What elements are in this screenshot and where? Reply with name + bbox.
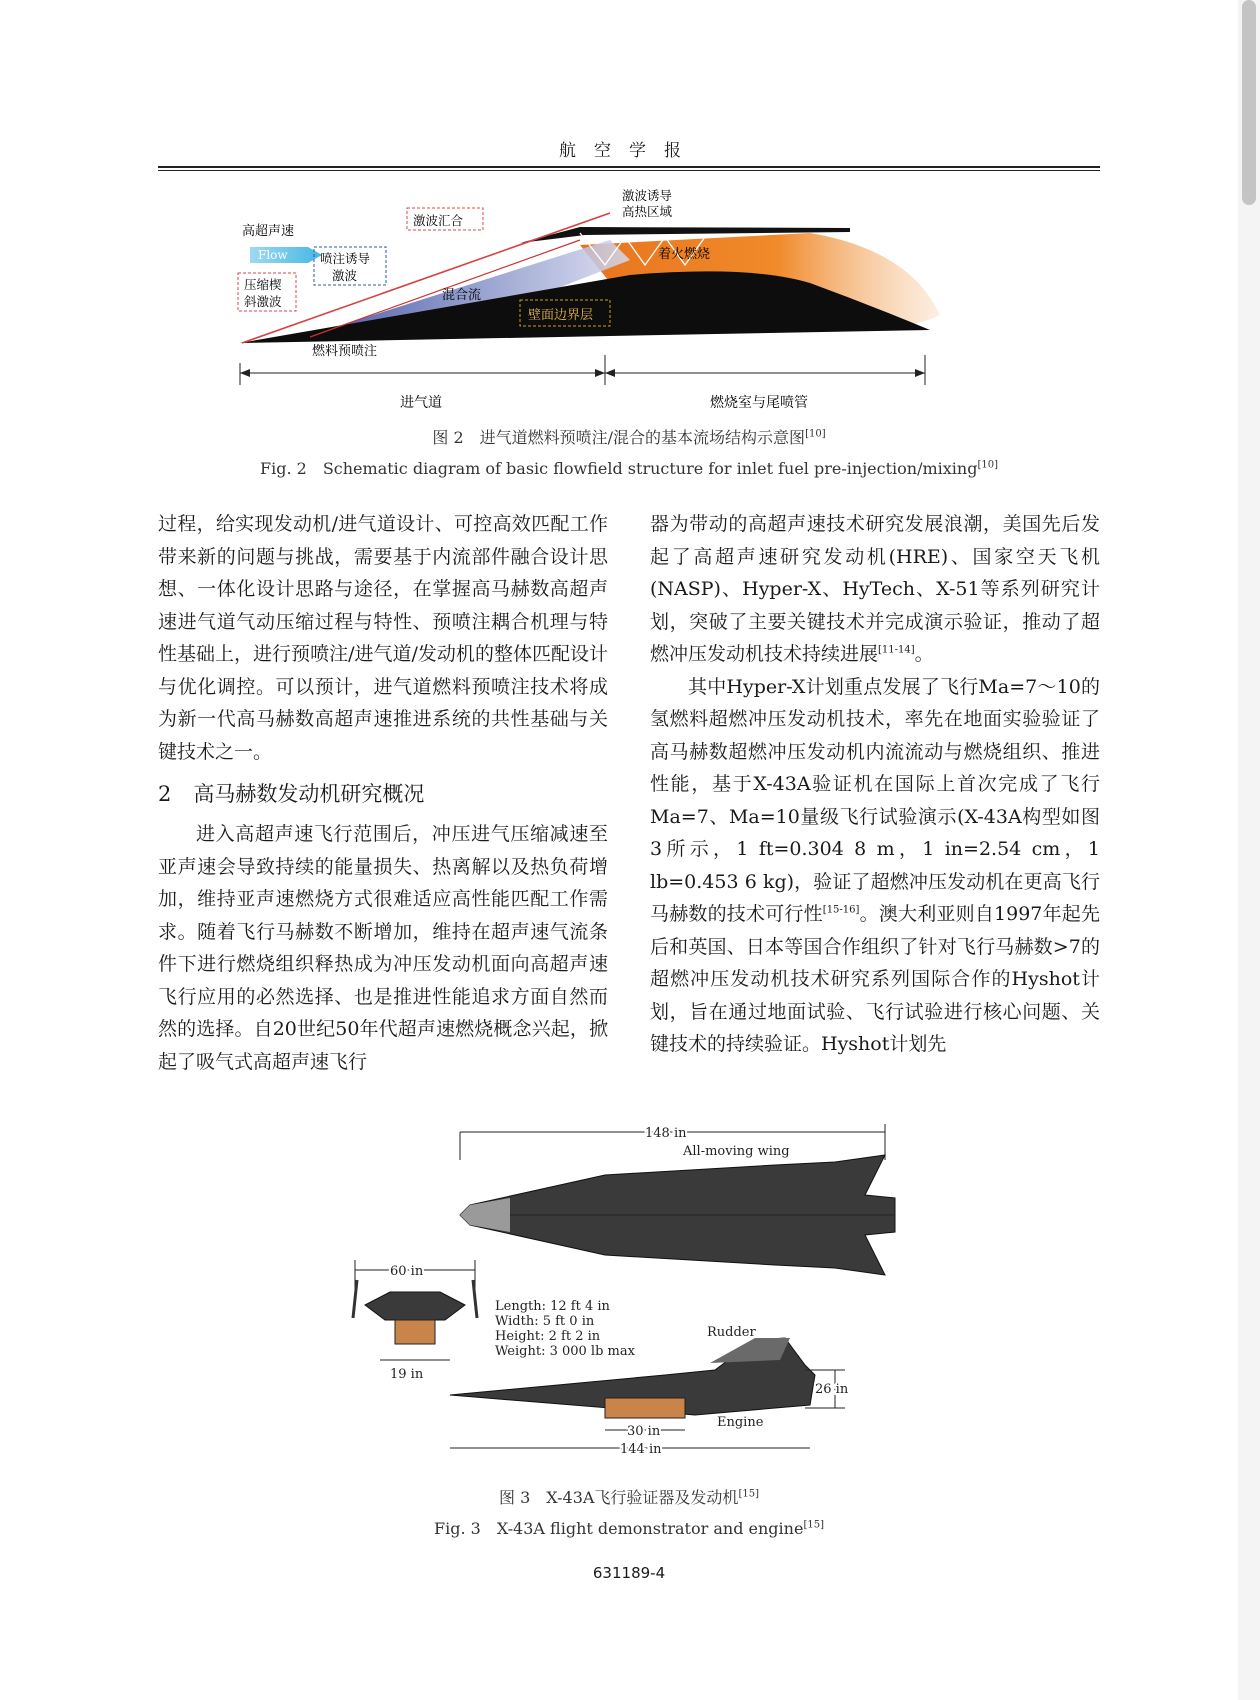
caption-ref: [15] [803, 1519, 824, 1531]
paragraph: 进入高超声速飞行范围后，冲压进气压缩减速至亚声速会导致持续的能量损失、热离解以及热负荷增加，维持亚声速燃烧方式很难适应高性能匹配工作需求。随着飞行马赫数不断增加，维持在超声速气流条件下进行燃烧组织释热成为冲压发动机面向高超声速飞行应用的必然选择、也是推进性能追求方面自然而然的选择。自20世纪50年代超声速燃烧概念兴起，掀起了吸气式高超声速飞行 [158, 823, 608, 1073]
scrollbar[interactable] [1238, 0, 1260, 1700]
body-column-right [650, 508, 1100, 1061]
figure-2 [242, 188, 1020, 420]
body-column-left [158, 508, 608, 1078]
front-view-engine [395, 1320, 435, 1344]
arrowhead-mid-left [595, 369, 605, 377]
side-view-engine [605, 1398, 685, 1418]
citation: [11-14] [878, 644, 915, 656]
paragraph-end: 。 [914, 643, 934, 665]
spec-length: Length: 12 ft 4 in [495, 1299, 610, 1314]
label-mixing: 混合流 [442, 288, 482, 303]
label-boundary-layer: 壁面边界层 [528, 308, 594, 323]
label-engine: Engine [717, 1415, 764, 1430]
paragraph-text: 其中Hyper-X计划重点发展了飞行Ma=7～10的氢燃料超燃冲压发动机技术，率先在地面实验验证了高马赫数超燃冲压发动机内流流动与燃烧组织、推进性能，基于X-43A验证机在国际上首次完成了飞行Ma=7、Ma=10量级飞行试验演示(X-43A构型如图3所示，1 ft=0.304 8 m，1 in=2.54 cm，1 lb=0.453 6 kg)，验证了超燃冲压发动机在更高飞行马赫数的技术可行性 [650, 675, 1100, 925]
label-pre-injection: 燃料预喷注 [312, 344, 378, 359]
flow-label: Flow [258, 248, 288, 262]
label-dim-19: 19 in [390, 1367, 424, 1382]
label-injection-2: 激波 [332, 268, 358, 283]
caption-text: Fig. 2 Schematic diagram of basic flowfield structure for inlet fuel pre-injection/mixing [260, 459, 978, 478]
front-view-fin-left [353, 1280, 357, 1318]
front-view-body [365, 1292, 465, 1320]
section-number: 2 [158, 782, 172, 806]
side-view-rudder [710, 1338, 790, 1363]
caption-ref: [10] [977, 459, 998, 471]
arrowhead-left [240, 369, 250, 377]
label-inlet: 进气道 [400, 395, 442, 411]
paragraph: 过程，给实现发动机/进气道设计、可控高效匹配工作带来新的问题与挑战，需要基于内流部件融合设计思想、一体化设计思路与途径，在掌握高马赫数高超声速进气道气动压缩过程与特性、预喷注耦合机理与特性基础上，进行预喷注/进气道/发动机的整体匹配设计与优化调控。可以预计，进气道燃料预喷注技术将成为新一代高马赫数高超声速推进系统的共性基础与关键技术之一。 [158, 513, 608, 763]
label-dim-148: 148 in [645, 1126, 687, 1141]
caption-text: 图 3 X-43A飞行验证器及发动机 [499, 1488, 739, 1507]
label-dim-60: 60 in [390, 1264, 424, 1279]
label-dim-30: 30 in [627, 1424, 661, 1439]
header-rule [158, 166, 1100, 168]
label-compression-1: 压缩楔 [244, 277, 282, 292]
front-view-fin-right [473, 1280, 477, 1318]
spec-weight: Weight: 3 000 lb max [495, 1344, 635, 1359]
paragraph [650, 508, 1100, 671]
x43a-drawing [335, 1120, 925, 1470]
flowfield-diagram [242, 188, 1020, 420]
section-heading [158, 778, 608, 810]
figure-2-caption-cn [158, 425, 1100, 448]
paragraph [650, 671, 1100, 1061]
figure-3-caption-en [158, 1516, 1100, 1539]
spec-height: Height: 2 ft 2 in [495, 1329, 601, 1344]
label-compression-2: 斜激波 [244, 294, 282, 309]
label-hypersonic: 高超声速 [242, 224, 295, 239]
top-view-nose [460, 1198, 510, 1232]
scrollbar-thumb[interactable] [1242, 0, 1256, 205]
label-dim-144: 144 in [620, 1442, 662, 1457]
label-shock-heat-1: 激波诱导 [622, 188, 673, 203]
label-ignition: 着火燃烧 [658, 247, 711, 262]
label-injection-1: 喷注诱导 [320, 251, 371, 266]
figure-3 [335, 1120, 925, 1470]
arrowhead-right [915, 369, 925, 377]
paragraph-text: 器为带动的高超声速技术研究发展浪潮，美国先后发起了高超声速研究发动机(HRE)、国家空天飞机(NASP)、Hyper-X、HyTech、X-51等系列研究计划，突破了主要关键技术并完成演示验证，推动了超燃冲压发动机技术持续进展 [650, 513, 1100, 665]
figure-3-caption-cn [158, 1485, 1100, 1508]
caption-text: 图 2 进气道燃料预喷注/混合的基本流场结构示意图 [432, 428, 806, 447]
figure-2-caption-en [158, 456, 1100, 479]
caption-ref: [15] [738, 1488, 759, 1500]
paragraph-text: 。澳大利亚则自1997年起先后和英国、日本等国合作组织了针对飞行马赫数>7的超燃冲压发动机技术研究系列国际合作的Hyshot计划，旨在通过地面试验、飞行试验进行核心问题、关键技术的持续验证。Hyshot计划先 [650, 903, 1100, 1055]
citation: [15-16] [822, 904, 860, 916]
label-wing: All-moving wing [683, 1144, 790, 1159]
caption-ref: [10] [805, 428, 826, 440]
arrowhead-mid-right [605, 369, 615, 377]
spec-width: Width: 5 ft 0 in [495, 1314, 595, 1329]
header-rule-thin [158, 170, 1100, 171]
label-shock-merge: 激波汇合 [413, 213, 464, 228]
label-shock-heat-2: 高热区域 [622, 204, 673, 219]
section-title: 高马赫数发动机研究概况 [193, 782, 425, 806]
label-dim-26: 26 in [815, 1382, 849, 1397]
caption-text: Fig. 3 X-43A flight demonstrator and engine [434, 1519, 804, 1538]
journal-header: 航空学报 [559, 141, 699, 161]
label-combustor: 燃烧室与尾喷管 [710, 395, 808, 411]
label-rudder: Rudder [707, 1325, 756, 1340]
page-number: 631189-4 [592, 1564, 666, 1582]
